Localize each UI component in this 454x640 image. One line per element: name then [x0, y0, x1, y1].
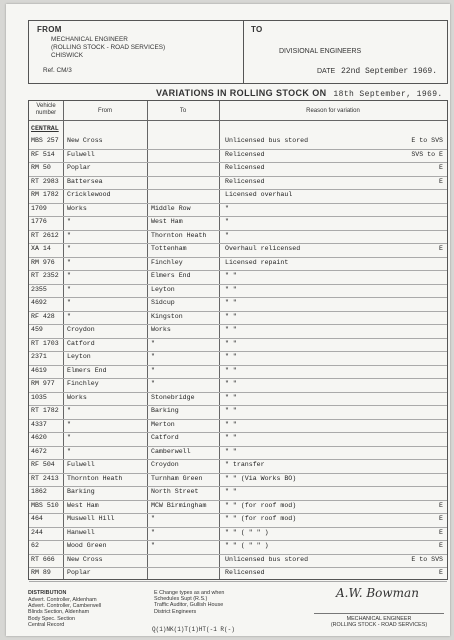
- from-cell: Hanwell: [67, 528, 95, 536]
- distribution-line: Blinds Section, Aldenham: [28, 609, 90, 616]
- distribution-line: Body Spec. Section: [28, 615, 76, 622]
- from-cell: ": [67, 299, 71, 306]
- vehicle-cell: RT 2612: [31, 231, 59, 239]
- table-row: [29, 162, 447, 177]
- table-row: [29, 365, 447, 380]
- to-cell: ": [151, 366, 155, 374]
- table-row: [29, 351, 447, 366]
- to-cell: Tottenham: [151, 245, 187, 252]
- from-cell: Cricklewood: [67, 191, 111, 198]
- reason-cell: " ": [225, 407, 237, 414]
- from-line-3: CHISWICK: [51, 52, 83, 59]
- from-cell: Finchley: [67, 380, 99, 387]
- from-cell: ": [67, 272, 71, 279]
- reason-cell: " ": [225, 285, 237, 293]
- table-row: [29, 432, 447, 447]
- to-cell: Works: [151, 326, 171, 333]
- vehicle-cell: 244: [31, 528, 43, 536]
- table-row: [29, 567, 447, 582]
- from-cell: ": [67, 434, 71, 441]
- reason-cell: " ": [225, 339, 237, 347]
- code-cell: E: [439, 515, 443, 522]
- vehicle-cell: 464: [31, 515, 43, 522]
- to-cell: Middle Row: [151, 204, 191, 212]
- vehicle-cell: 459: [31, 326, 43, 333]
- reason-cell: Relicensed: [225, 569, 265, 576]
- from-cell: ": [67, 312, 71, 320]
- vehicle-cell: 4672: [31, 447, 47, 455]
- code-cell: E: [439, 542, 443, 549]
- to-cell: Stonebridge: [151, 393, 195, 401]
- vehicle-cell: 1035: [31, 393, 47, 401]
- from-cell: ": [67, 218, 71, 225]
- from-cell: Thornton Heath: [67, 474, 123, 482]
- to-cell: MCW Birmingham: [151, 501, 207, 509]
- from-cell: Barking: [67, 488, 95, 495]
- table-row: [29, 554, 447, 569]
- reason-cell: " " ( " " ): [225, 542, 269, 549]
- reason-cell: Unlicensed bus stored: [225, 137, 309, 144]
- code-cell: E: [439, 245, 443, 252]
- vehicle-cell: MBS 257: [31, 137, 59, 144]
- reason-cell: Unlicensed bus stored: [225, 555, 309, 563]
- table-row: [29, 459, 447, 474]
- from-line-1: MECHANICAL ENGINEER: [51, 36, 128, 43]
- vehicle-cell: RF 514: [31, 150, 55, 158]
- date-value: 22nd September 1969.: [341, 67, 438, 76]
- to-cell: Finchley: [151, 258, 183, 266]
- from-cell: Battersea: [67, 177, 103, 185]
- reason-cell: " ": [225, 366, 237, 374]
- reason-cell: " ": [225, 393, 237, 401]
- from-cell: Fulwell: [67, 150, 95, 158]
- to-cell: Sidcup: [151, 299, 175, 306]
- to-label: TO: [251, 25, 263, 34]
- vehicle-cell: 62: [31, 542, 39, 549]
- variations-table: [28, 100, 448, 580]
- ref-number: Ref. CM/3: [43, 67, 72, 74]
- signature: A.W. Bowman: [336, 586, 419, 600]
- reason-cell: ": [225, 204, 229, 212]
- code-cell: SVS to E: [411, 150, 443, 158]
- reason-cell: Overhaul relicensed: [225, 245, 301, 252]
- vehicle-cell: 4337: [31, 420, 47, 428]
- table-row: [29, 135, 447, 150]
- table-row: [29, 338, 447, 353]
- reason-cell: Relicensed: [225, 164, 265, 171]
- reason-cell: " ": [225, 420, 237, 428]
- to-cell: Barking: [151, 407, 179, 414]
- to-cell: ": [151, 380, 155, 387]
- from-cell: ": [67, 420, 71, 428]
- vehicle-cell: RM 89: [31, 569, 51, 576]
- distribution-line: Advert. Controller, Camberwell: [28, 603, 102, 610]
- table-row: [29, 216, 447, 231]
- from-cell: Leyton: [67, 353, 91, 360]
- vehicle-cell: RM 1782: [31, 191, 59, 198]
- table-row: [29, 297, 447, 312]
- table-row: [29, 486, 447, 501]
- reason-cell: " " (for roof mod): [225, 515, 297, 522]
- to-cell: Catford: [151, 434, 179, 441]
- distribution-line: Advert. Controller, Aldenham: [28, 597, 97, 603]
- to-cell: Kingston: [151, 312, 183, 320]
- vehicle-cell: 4620: [31, 434, 47, 441]
- from-cell: New Cross: [67, 555, 103, 563]
- code-cell: E: [439, 501, 443, 509]
- table-row: [29, 513, 447, 528]
- from-cell: Catford: [67, 339, 95, 347]
- to-cell: ": [151, 542, 155, 549]
- header-divider: [243, 21, 244, 83]
- vehicle-cell: RM 976: [31, 258, 55, 266]
- to-value: DIVISIONAL ENGINEERS: [279, 48, 362, 55]
- reason-cell: Licensed overhaul: [225, 191, 293, 198]
- to-cell: Croydon: [151, 461, 179, 468]
- middle-line: District Engineers: [154, 608, 197, 615]
- from-cell: Poplar: [67, 569, 91, 576]
- vehicle-cell: 1776: [31, 218, 47, 225]
- middle-code: Q(1)NK(1)T(1)HT(-1 R(-): [152, 626, 235, 633]
- reason-cell: Relicensed: [225, 177, 265, 185]
- from-cell: New Cross: [67, 137, 103, 144]
- reason-cell: " ": [225, 353, 237, 360]
- table-row: [29, 149, 447, 164]
- reason-cell: " ": [225, 299, 237, 306]
- vehicle-cell: RT 1703: [31, 339, 59, 347]
- reason-cell: " " (for roof mod): [225, 501, 297, 509]
- from-cell: Works: [67, 204, 87, 212]
- table-row: [29, 473, 447, 488]
- reason-cell: " ": [225, 380, 237, 387]
- vehicle-cell: XA 14: [31, 245, 51, 252]
- to-cell: Merton: [151, 420, 175, 428]
- sign-caption-line: (ROLLING STOCK - ROAD SERVICES): [330, 622, 428, 629]
- to-cell: ": [151, 353, 155, 360]
- table-row: [29, 419, 447, 434]
- reason-cell: " " (Via Works BO): [225, 474, 297, 482]
- table-row: [29, 446, 447, 461]
- from-cell: Fulwell: [67, 461, 95, 468]
- signature-caption: [314, 613, 444, 628]
- to-cell: Camberwell: [151, 447, 191, 455]
- from-cell: West Ham: [67, 501, 99, 509]
- code-cell: E to SVS: [411, 137, 443, 144]
- from-cell: Works: [67, 393, 87, 401]
- table-row: [29, 405, 447, 420]
- vehicle-cell: RT 666: [31, 555, 55, 563]
- reason-cell: Relicensed: [225, 150, 265, 158]
- from-cell: Muswell Hill: [67, 515, 115, 522]
- reason-cell: Licensed repaint: [225, 258, 289, 266]
- header-vehicle: Vehicle number: [35, 103, 57, 116]
- vehicle-cell: 2371: [31, 353, 47, 360]
- table-row: [29, 257, 447, 272]
- reason-cell: " ": [225, 434, 237, 441]
- title-date: 18th September, 1969.: [333, 90, 443, 99]
- from-label: FROM: [37, 25, 62, 34]
- vehicle-cell: RM 50: [31, 164, 51, 171]
- reason-cell: ": [225, 218, 229, 225]
- to-cell: North Street: [151, 488, 199, 495]
- to-cell: Thornton Heath: [151, 231, 207, 239]
- reason-cell: " ": [225, 447, 237, 455]
- vehicle-cell: RF 504: [31, 461, 55, 468]
- reason-cell: " " ( " " ): [225, 528, 269, 536]
- to-cell: ": [151, 339, 155, 347]
- sign-caption-line: MECHANICAL ENGINEER: [346, 616, 412, 622]
- table-row: [29, 230, 447, 245]
- code-cell: E: [439, 569, 443, 576]
- reason-cell: " transfer: [225, 461, 265, 468]
- distribution-list: [28, 597, 101, 628]
- vehicle-cell: RT 2352: [31, 272, 59, 279]
- vehicle-cell: 2355: [31, 285, 47, 293]
- vehicle-cell: 1862: [31, 488, 47, 495]
- from-cell: ": [67, 285, 71, 293]
- section-central: CENTRAL: [31, 125, 59, 132]
- vehicle-cell: RT 2983: [31, 177, 59, 185]
- table-row: [29, 392, 447, 407]
- table-row: [29, 270, 447, 285]
- distribution-line: Central Record: [28, 621, 65, 628]
- table-row: [29, 189, 447, 204]
- header-from: From: [98, 108, 112, 114]
- table-row: [29, 311, 447, 326]
- to-cell: West Ham: [151, 218, 183, 225]
- table-row: [29, 284, 447, 299]
- vehicle-cell: 4692: [31, 299, 47, 306]
- reason-cell: " ": [225, 272, 237, 279]
- code-cell: E: [439, 177, 443, 185]
- distribution-label: DISTRIBUTION: [28, 590, 67, 596]
- date-label: DATE: [317, 68, 336, 75]
- vehicle-cell: RT 1782: [31, 407, 59, 414]
- distribution-middle: [154, 590, 224, 615]
- from-cell: Elmers End: [67, 366, 107, 374]
- title-text: VARIATIONS IN ROLLING STOCK ON: [156, 88, 327, 98]
- table-row: [29, 500, 447, 515]
- vehicle-cell: RM 977: [31, 380, 55, 387]
- table-row: [29, 540, 447, 555]
- reason-cell: " ": [225, 312, 237, 320]
- to-cell: Elmers End: [151, 272, 191, 279]
- header-reason: Reason for variation: [306, 108, 360, 114]
- header-box: [28, 20, 448, 84]
- table-row: [29, 324, 447, 339]
- table-row: [29, 378, 447, 393]
- middle-line: Traffic Auditor, Gullish House: [154, 602, 224, 609]
- vehicle-cell: 4619: [31, 366, 47, 374]
- vehicle-cell: RT 2413: [31, 474, 59, 482]
- table-row: [29, 203, 447, 218]
- from-cell: Poplar: [67, 164, 91, 171]
- from-cell: ": [67, 245, 71, 252]
- from-cell: ": [67, 231, 71, 239]
- page-title: [156, 88, 443, 99]
- code-cell: E: [439, 164, 443, 171]
- to-cell: Turnham Green: [151, 474, 203, 482]
- from-cell: ": [67, 447, 71, 455]
- middle-line: E Change types as and when: [154, 590, 225, 596]
- from-cell: ": [67, 258, 71, 266]
- vehicle-cell: MBS 510: [31, 501, 59, 509]
- table-row: [29, 243, 447, 258]
- reason-cell: ": [225, 231, 229, 239]
- from-line-2: (ROLLING STOCK - ROAD SERVICES): [51, 44, 166, 51]
- from-cell: Croydon: [67, 326, 95, 333]
- vehicle-cell: 1709: [31, 204, 47, 212]
- to-cell: ": [151, 515, 155, 522]
- header-to: To: [179, 108, 187, 114]
- table-row: [29, 176, 447, 191]
- table-row: [29, 527, 447, 542]
- to-cell: ": [151, 528, 155, 536]
- from-cell: ": [67, 407, 71, 414]
- code-cell: E to SVS: [411, 555, 443, 563]
- vehicle-cell: RF 428: [31, 312, 55, 320]
- from-cell: Wood Green: [67, 542, 107, 549]
- code-cell: E: [439, 528, 443, 536]
- document-page: [6, 4, 450, 636]
- middle-line: Schedules Supt (R.S.): [154, 596, 208, 603]
- reason-cell: " ": [225, 326, 237, 333]
- reason-cell: " ": [225, 488, 237, 495]
- to-cell: Leyton: [151, 285, 175, 293]
